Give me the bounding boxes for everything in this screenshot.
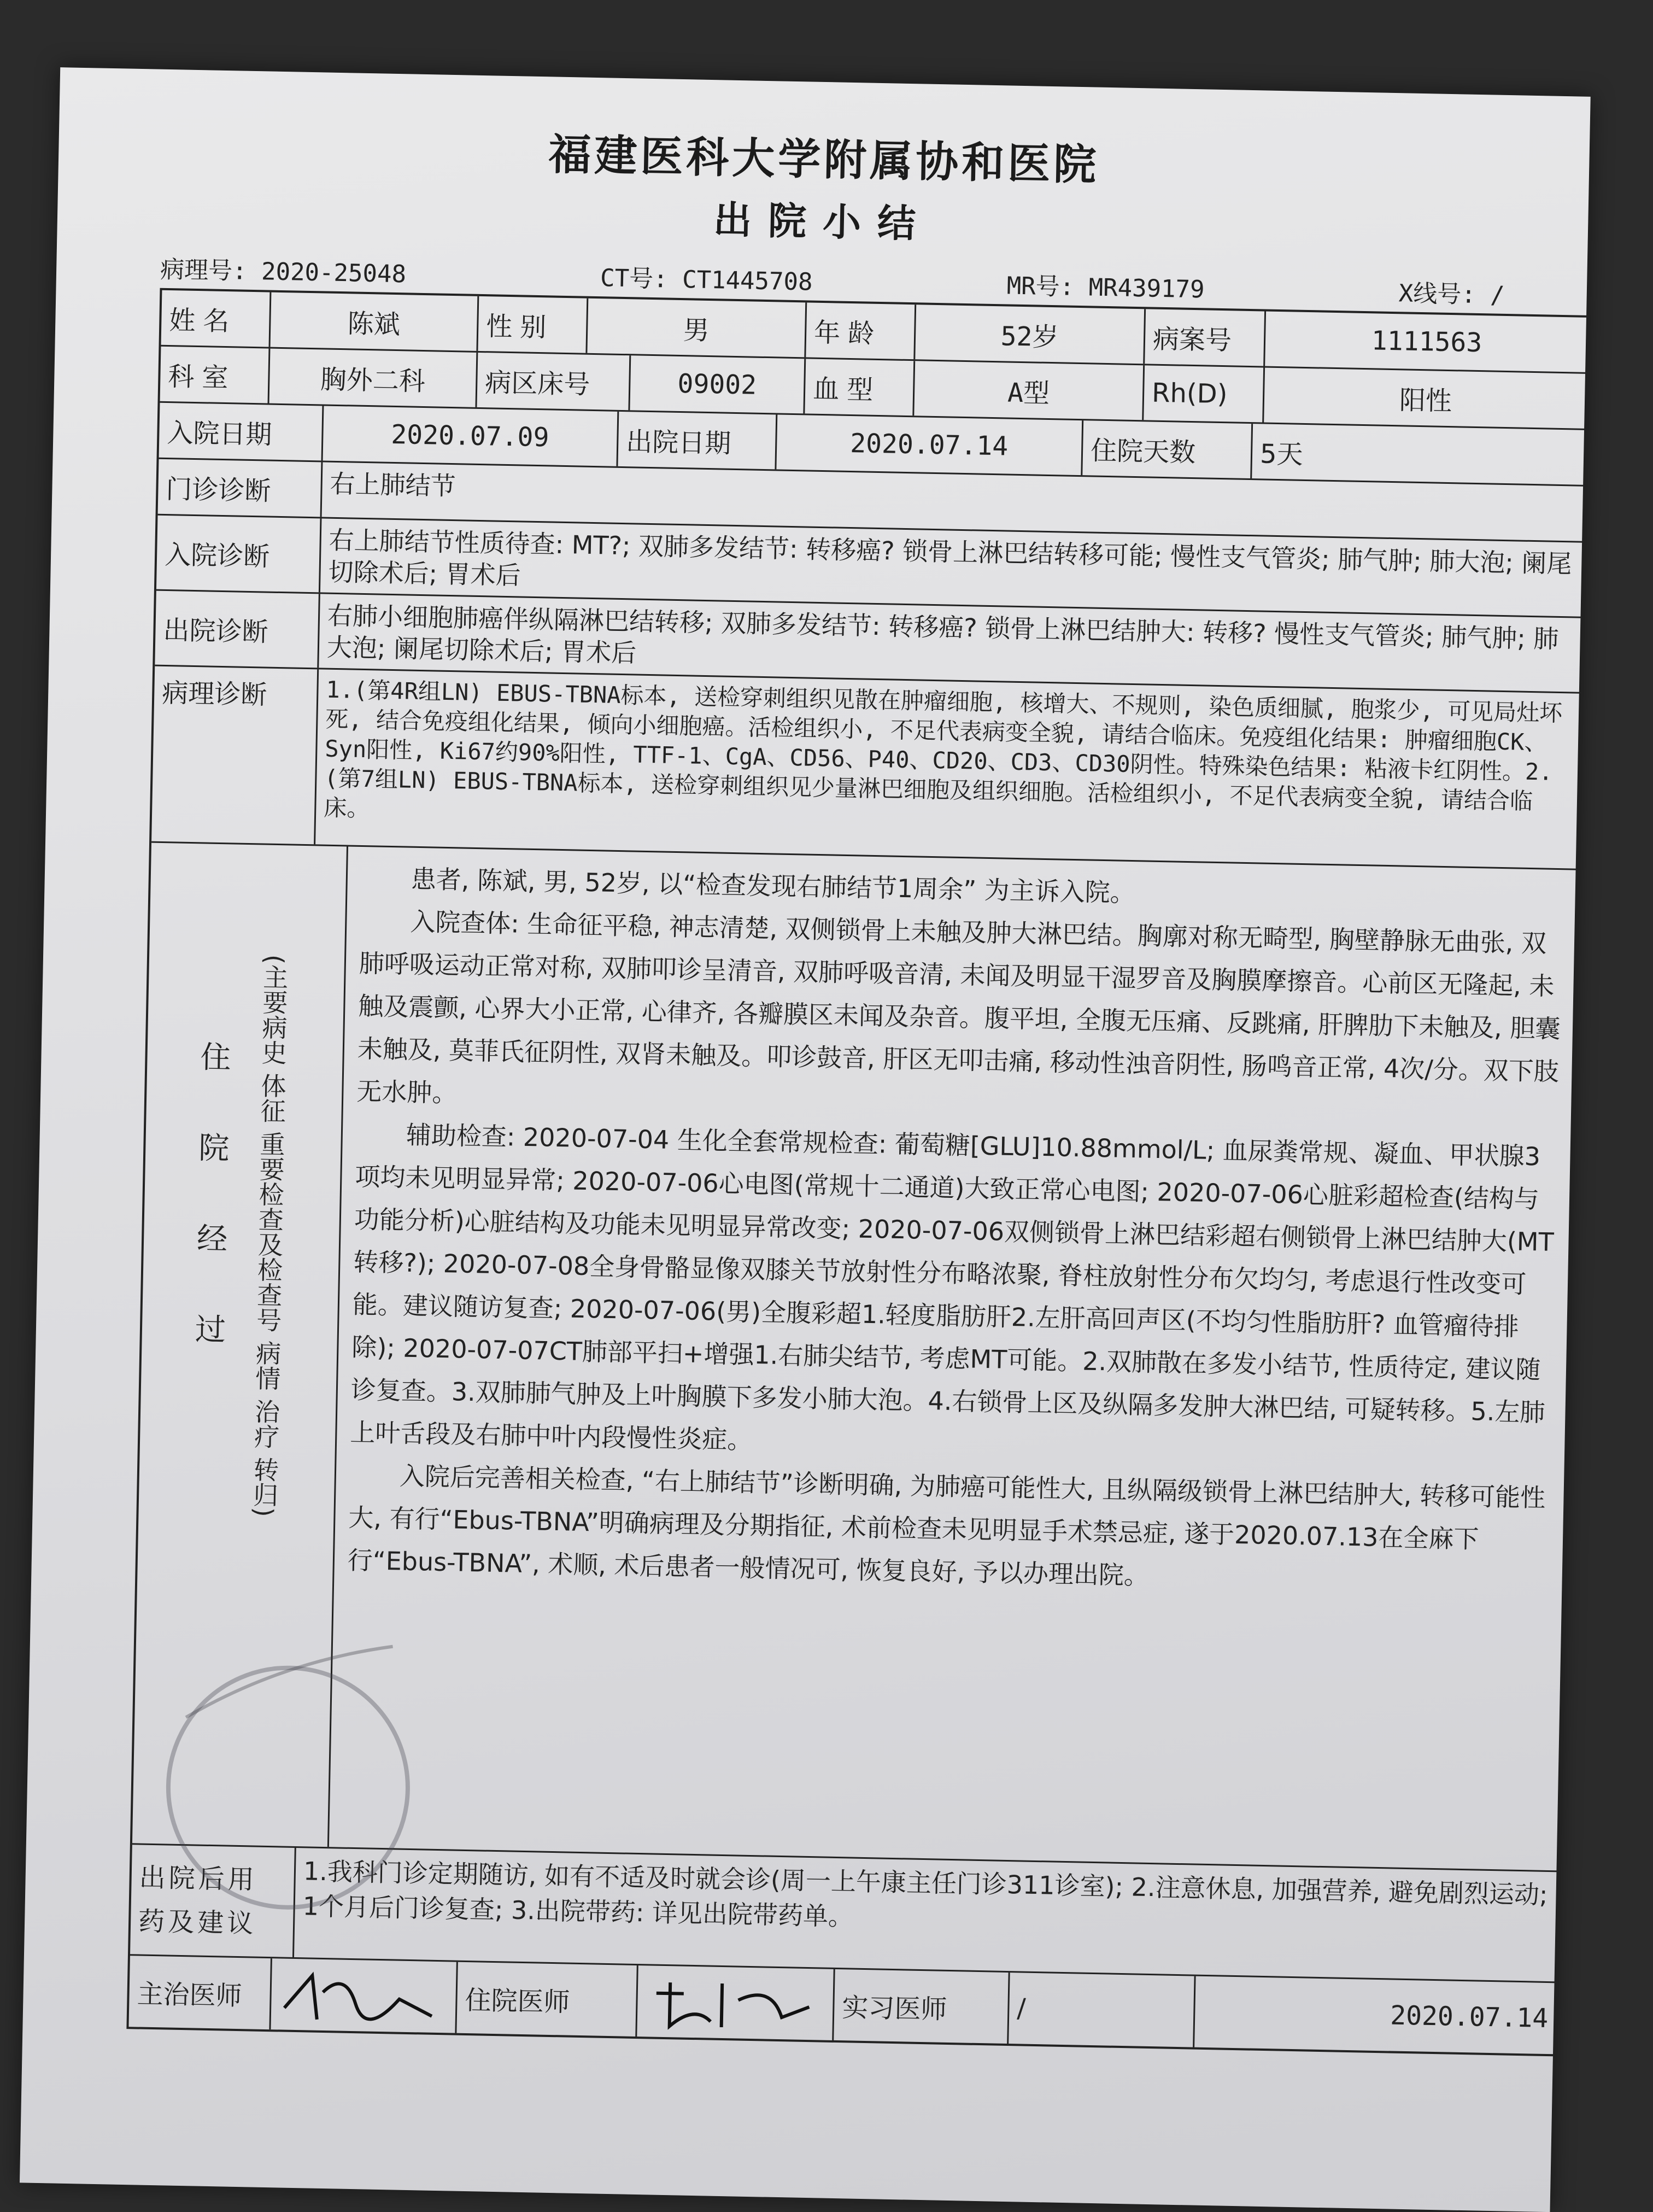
dept-label: 科室 <box>160 347 271 403</box>
patient-name: 陈斌 <box>271 292 479 351</box>
hospital-name: 福建医科大学附属协和医院 <box>548 130 1100 190</box>
bed-number: 09002 <box>630 355 806 413</box>
discharge-date-label: 出院日期 <box>618 412 777 470</box>
hospital-course-label: 住院经过 <box>189 1040 232 1405</box>
admission-diagnosis-label: 入院诊断 <box>156 516 322 593</box>
discharge-summary-sheet <box>20 67 1591 2212</box>
advice-label: 出院后用药及建议 <box>130 1845 296 1957</box>
summary-form-table <box>126 288 1591 2057</box>
pathology-diagnosis-label: 病理诊断 <box>151 666 319 845</box>
course-paragraph-exam: 入院查体: 生命征平稳, 神志清楚, 双侧锁骨上未触及肿大淋巴结。胸廓对称无畸型, 胸壁静脉无曲张, 双肺呼吸运动正常对称, 双肺叩诊呈清音, 双肺呼吸音清, 未闻及明显干湿罗音及胸膜摩擦音。心前区无隆起, 未触及震颤, 心界大小正常, 心律齐, 各瓣膜区未闻及杂音。腹平坦, 全腹无压痛、反跳痛, 肝脾肋下未触及, 胆囊未触及, 莫菲氏征阴性, 双肾未触及。叩诊鼓音, 肝区无叩击痛, 移动性浊音阴性, 肠鸣音正常, 4次/分。双下肢无水肿。 <box>356 906 1561 1108</box>
discharge-diagnosis: 右肺小细胞肺癌伴纵隔淋巴结转移; 双肺多发结节: 转移癌? 锁骨上淋巴结肿大: 转移? 慢性支气管炎; 肺气肿; 肺大泡; 阑尾切除术后; 胃术后 <box>326 600 1559 668</box>
stay-days-label: 住院天数 <box>1082 420 1253 478</box>
resident-signature <box>637 1965 835 2040</box>
attending-label: 主治医师 <box>128 1956 272 2029</box>
advice-text: 1.我科门诊定期随访, 如有不适及时就会诊(周一上午康主任门诊311诊室); 2.注意休息, 加强营养, 避免剧烈运动; 1个月后门诊复查; 3.出院带药: 详见出院带药单。 <box>302 1856 1548 1932</box>
blood-type: A型 <box>914 361 1145 420</box>
attending-signature <box>271 1958 458 2033</box>
hospital-course-row <box>132 843 1578 1872</box>
record-number: 1111563 <box>1371 325 1482 359</box>
intern-name: / <box>1009 1973 1195 2047</box>
pathology-number: 病理号: 2020-25048 <box>160 255 407 289</box>
stay-days: 5天 <box>1259 438 1304 470</box>
mr-number: MR号: MR439179 <box>1006 272 1205 304</box>
patient-age: 52岁 <box>915 305 1146 364</box>
resident-signature-graphic <box>644 1971 820 2034</box>
admit-date: 2020.07.09 <box>323 406 619 466</box>
bed-label: 病区床号 <box>477 353 631 410</box>
age-label: 年龄 <box>806 302 916 359</box>
sex-label: 性别 <box>478 296 588 353</box>
department: 胸外二科 <box>269 349 478 407</box>
discharge-date: 2020.07.14 <box>776 414 1083 475</box>
outpatient-diagnosis-label: 门诊诊断 <box>158 459 323 517</box>
outpatient-diagnosis: 右上肺结节 <box>330 469 456 501</box>
patient-sex: 男 <box>587 299 807 358</box>
record-label: 病案号 <box>1145 309 1266 366</box>
admission-diagnosis: 右上肺结节性质待查: MT?; 双肺多发结节: 转移癌? 锁骨上淋巴结转移可能; 慢性支气管炎; 肺气肿; 肺大泡; 阑尾切除术后; 胃术后 <box>328 525 1572 590</box>
ct-number: CT号: CT1445708 <box>600 264 813 296</box>
name-label: 姓名 <box>161 290 272 347</box>
rh-label: Rh(D) <box>1144 365 1265 422</box>
course-paragraph-tests: 辅助检查: 2020-07-04 生化全套常规检查: 葡萄糖[GLU]10.88mmol/L; 血尿粪常规、凝血、甲状腺3项均未见明显异常; 2020-07-06心电图(常规十二通道)大致正常心电图; 2020-07-06心脏彩超检查(结构与功能分析)心脏结构及功能未见明显异常改变; 2020-07-06双侧锁骨上淋巴结彩超右侧锁骨上淋巴结肿大(MT转移?); 2020-07-08全身骨骼显像双膝关节放射性分布略浓聚, 脊柱放射性分布欠均匀, 考虑退行性改变可能。建议随访复查; 2020-07-06(男)全腹彩超1.轻度脂肪肝2.左肝高回声区(不均匀性脂肪肝? 血管瘤待排除); 2020-07-07CT肺部平扫+增强1.右肺尖结节, 考虑MT可能。2.双肺散在多发小结节, 性质待定, 建议随诊复查。3.双肺肺气肿及上叶胸膜下多发小肺大泡。4.右锁骨上区及纵隔多发肿大淋巴结, 可疑转移。5.左肺上叶舌段及右肺中叶内段慢性炎症。 <box>349 1120 1555 1455</box>
discharge-diagnosis-label: 出院诊断 <box>155 591 320 668</box>
attending-signature-graphic <box>279 1964 444 2027</box>
resident-label: 住院医师 <box>456 1962 638 2037</box>
hospital-course-text <box>329 846 1578 1870</box>
intern-label: 实习医师 <box>834 1969 1010 2044</box>
pathology-diagnosis: 1.(第4R组LN) EBUS-TBNA标本, 送检穿刺组织见散在肿瘤细胞, 核增大、不规则, 染色质细腻, 胞浆少, 可见局灶坏死, 结合免疫组化结果, 倾向小细胞癌。活检组织小, 不足代表病变全貌, 请结合临床。免疫组化结果: 肿瘤细胞CK、Syn阳性, Ki67约90%阳性, TTF-1、CgA、CD56、P40、CD20、CD3、CD30阴性。特殊染色结果: 粘液卡红阴性。2.(第7组LN) EBUS-TBNA标本, 送检穿刺组织见少量淋巴细胞及组织细胞。活检组织小, 不足代表病变全貌, 请结合临床。 <box>323 676 1563 822</box>
pathology-diagnosis-row <box>151 666 1581 870</box>
course-paragraph-treatment: 入院后完善相关检查, “右上肺结节”诊断明确, 为肺癌可能性大, 且纵隔级锁骨上淋巴结肿大, 转移可能性大, 有行“Ebus-TBNA”明确病理及分期指征, 术前检查未见明显手术禁忌症, 遂于2020.07.13在全麻下行“Ebus-TBNA”, 术顺, 术后患者一般情况可, 恢复良好, 予以办理出院。 <box>347 1461 1546 1590</box>
course-paragraph-complaint: 患者, 陈斌, 男, 52岁, 以“检查发现右肺结节1周余” 为主诉入院。 <box>411 864 1136 908</box>
blood-label: 血型 <box>805 359 915 416</box>
hospital-course-sublabel: (主要病史 体征 重要检查及检查号 病情 治疗 转归) <box>249 954 290 1518</box>
document-title: 出院小结 <box>713 197 933 247</box>
xray-number: X线号: / <box>1398 279 1505 309</box>
signature-date: 2020.07.14 <box>1390 2000 1549 2034</box>
admit-date-label: 入院日期 <box>159 403 324 461</box>
rh-value: 阳性 <box>1399 384 1452 417</box>
hospital-course-side-label <box>132 843 348 1847</box>
